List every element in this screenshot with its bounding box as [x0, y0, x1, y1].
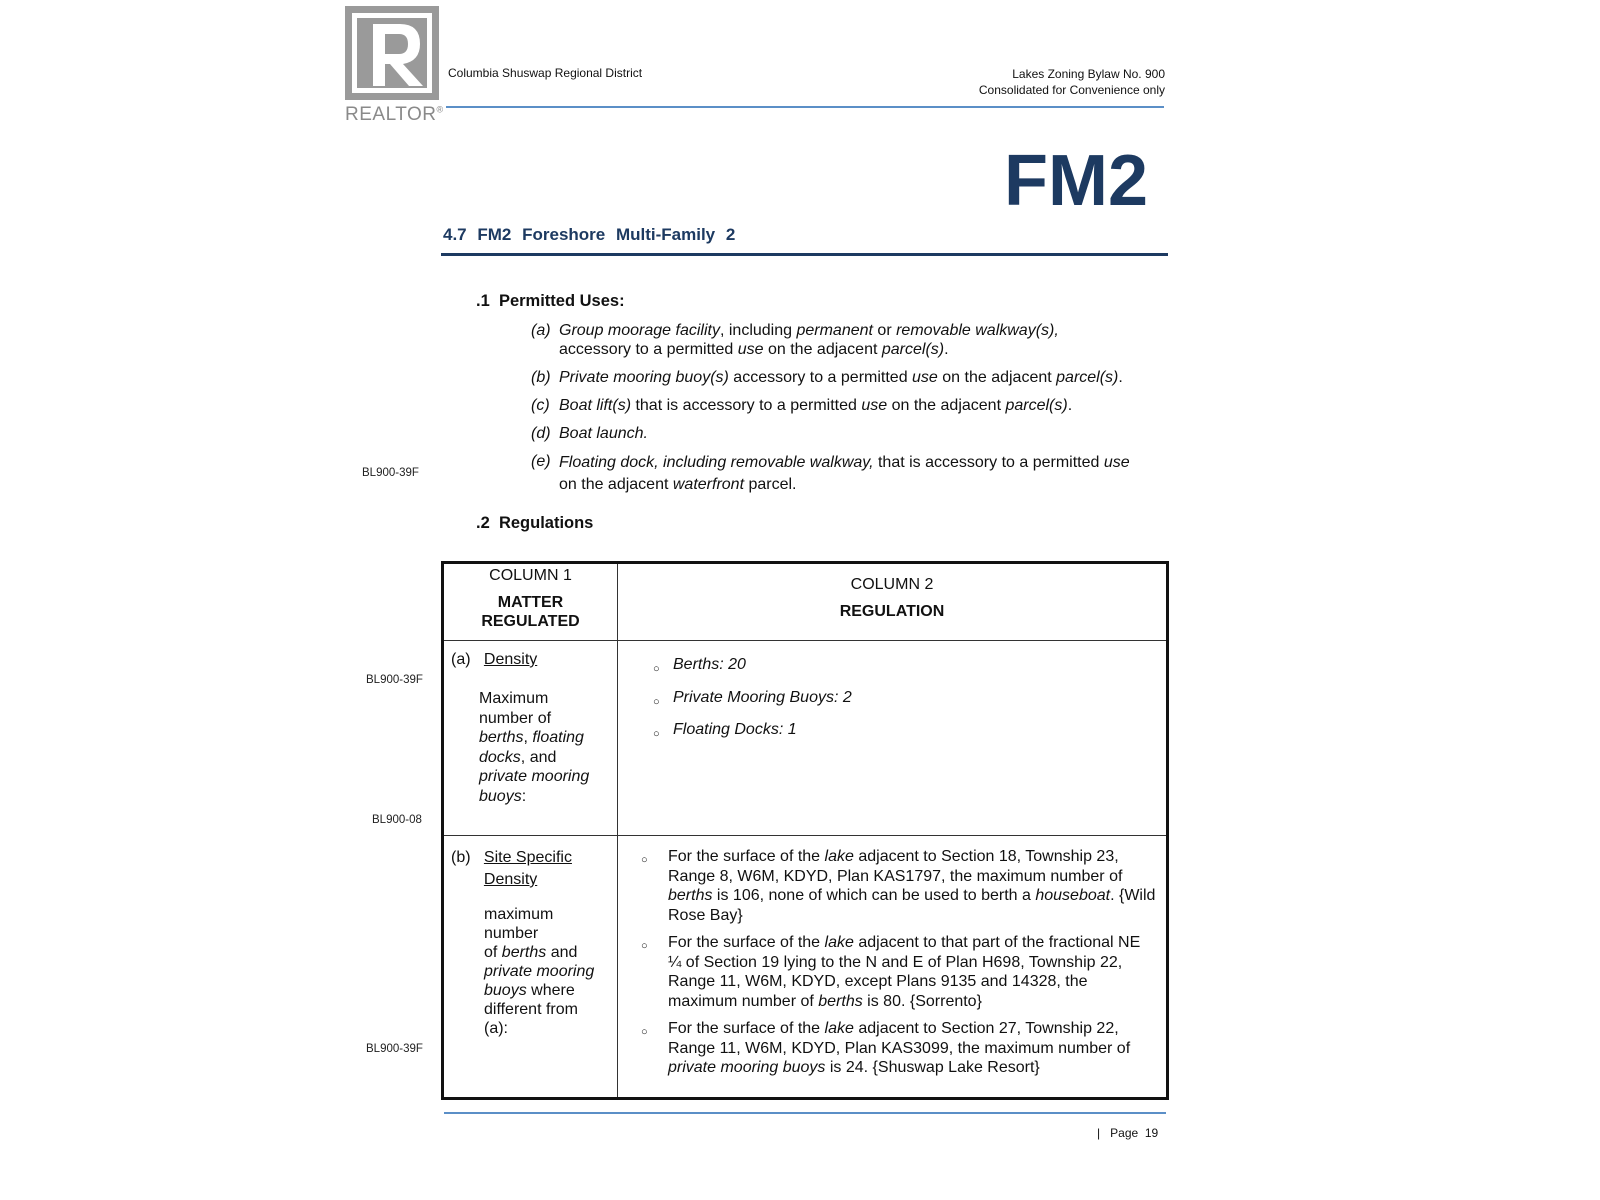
list-item: ○ Floating Docks: 1 — [653, 716, 1166, 749]
header-rule — [446, 106, 1164, 108]
row-a-matter: (a) Density Maximum number of berths, floating docks, and private mooring buoys: — [443, 641, 618, 836]
column-2-header: COLUMN 2 REGULATION — [618, 563, 1168, 641]
use-c-label: (c) — [531, 397, 550, 414]
margin-note: BL900-39F — [366, 674, 423, 686]
row-b-matter: (b) Site Specific Density maximum number of berths and private mooring buoys where different from (a): — [443, 836, 618, 1099]
list-item: ○ For the surface of the lake adjacent to Section 18, Township 23, Range 8, W6M, KDYD, Plan KAS1797, the maximum number of berths is 106, none of which can be used to berth a houseboat. {Wild Rose Bay} — [641, 848, 1156, 924]
row-b-regulation — [618, 836, 1168, 1099]
section-title: 4.7 FM2 Foreshore Multi-Family 2 — [443, 225, 736, 244]
use-a-label: (a) — [531, 322, 551, 339]
table-row — [443, 641, 1168, 836]
hollow-circle-bullet-icon: ○ — [653, 695, 660, 708]
header-bylaw: Lakes Zoning Bylaw No. 900 — [1012, 67, 1165, 81]
footer-rule — [444, 1112, 1166, 1114]
margin-note: BL900-39F — [366, 1043, 423, 1055]
hollow-circle-bullet-icon: ○ — [653, 728, 660, 740]
hollow-circle-bullet-icon: ○ — [641, 1026, 648, 1038]
header-note: Consolidated for Convenience only — [978, 83, 1165, 97]
hollow-circle-bullet-icon: ○ — [653, 663, 660, 675]
row-a-regulation — [618, 641, 1168, 836]
uses-heading: .1 Permitted Uses: — [476, 292, 625, 310]
use-b: Private mooring buoy(s) accessory to a permitted use on the adjacent parcel(s). — [559, 369, 1123, 386]
row-a-title: Density — [483, 651, 538, 668]
zone-code: FM2 — [1004, 141, 1148, 221]
page-number: | Page 19 — [1097, 1126, 1159, 1140]
hollow-circle-bullet-icon: ○ — [641, 940, 648, 952]
use-a: Group moorage facility, including permanent or removable walkway(s), accessory to a permitted use on the adjacent parcel(s). — [559, 322, 1059, 358]
column-1-header: COLUMN 1 MATTER REGULATED — [443, 563, 618, 641]
row-b-title: Site Specific Density — [483, 849, 572, 888]
use-c: Boat lift(s) that is accessory to a permitted use on the adjacent parcel(s). — [559, 397, 1073, 414]
list-item: ○ Private Mooring Buoys: 2 — [653, 684, 1166, 717]
margin-note: BL900-39F — [362, 467, 419, 479]
table-header-row — [443, 563, 1168, 641]
list-item: ○ Berths: 20 — [653, 651, 1166, 684]
registered-mark: ® — [436, 104, 444, 115]
realtor-r-logo-icon — [345, 6, 439, 100]
list-item: ○ For the surface of the lake adjacent to that part of the fractional NE ¼ of Section 19 lying to the N and E of Plan H698, Township 22, Range 11, W6M, KDYD, except Plans 9135 and 14328, the maximum number of berths is 80. {Sorrento} — [641, 934, 1141, 1010]
use-d: Boat launch. — [559, 425, 648, 442]
regs-heading: .2 Regulations — [476, 514, 594, 532]
header-org: Columbia Shuswap Regional District — [448, 66, 643, 80]
use-e-label: (e) — [531, 453, 551, 470]
list-item: ○ For the surface of the lake adjacent to Section 27, Township 22, Range 11, W6M, KDYD, Plan KAS3099, the maximum number of private mooring buoys is 24. {Shuswap Lake Resort} — [641, 1020, 1131, 1076]
row-b-description: maximum number of berths and private mooring buoys where different from (a): — [484, 906, 595, 1037]
section-rule — [441, 253, 1168, 256]
realtor-logo — [345, 6, 444, 126]
hollow-circle-bullet-icon: ○ — [641, 854, 648, 866]
margin-note: BL900-08 — [372, 814, 422, 826]
use-e: Floating dock, including removable walkway, that is accessory to a permitted use on the adjacent waterfront parcel. — [559, 454, 1130, 493]
use-d-label: (d) — [531, 425, 551, 442]
logo-text: REALTOR — [345, 104, 437, 125]
table-row — [443, 836, 1168, 1099]
regulations-table — [441, 561, 1169, 1100]
row-a-description: Maximum number of berths, floating docks, and private mooring buoys: — [479, 690, 590, 805]
use-b-label: (b) — [531, 369, 551, 386]
header-right — [979, 66, 1165, 98]
